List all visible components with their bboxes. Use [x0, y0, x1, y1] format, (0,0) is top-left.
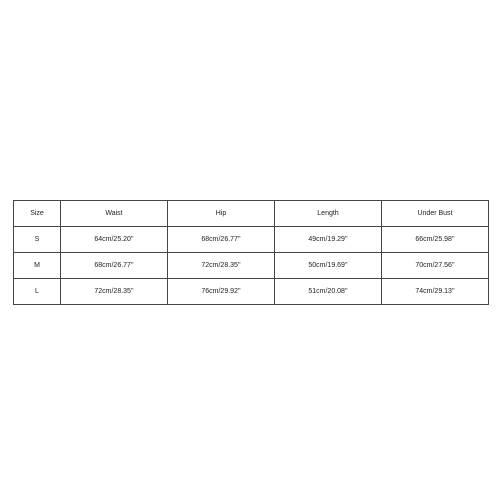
header-size: Size [14, 201, 61, 227]
table-row [14, 279, 489, 305]
hip-cell: 68cm/26.77'' [168, 227, 275, 253]
header-hip: Hip [168, 201, 275, 227]
header-length: Length [275, 201, 382, 227]
table-row [14, 253, 489, 279]
size-cell: L [14, 279, 61, 305]
table-row [14, 227, 489, 253]
under-bust-cell: 70cm/27.56'' [382, 253, 489, 279]
table-header-row [14, 201, 489, 227]
waist-cell: 64cm/25.20'' [61, 227, 168, 253]
waist-cell: 72cm/28.35'' [61, 279, 168, 305]
size-cell: S [14, 227, 61, 253]
under-bust-cell: 66cm/25.98'' [382, 227, 489, 253]
header-under-bust: Under Bust [382, 201, 489, 227]
header-waist: Waist [61, 201, 168, 227]
under-bust-cell: 74cm/29.13'' [382, 279, 489, 305]
hip-cell: 76cm/29.92'' [168, 279, 275, 305]
waist-cell: 68cm/26.77'' [61, 253, 168, 279]
length-cell: 49cm/19.29'' [275, 227, 382, 253]
length-cell: 51cm/20.08'' [275, 279, 382, 305]
size-chart-table [13, 200, 489, 305]
size-cell: M [14, 253, 61, 279]
length-cell: 50cm/19.69'' [275, 253, 382, 279]
hip-cell: 72cm/28.35'' [168, 253, 275, 279]
